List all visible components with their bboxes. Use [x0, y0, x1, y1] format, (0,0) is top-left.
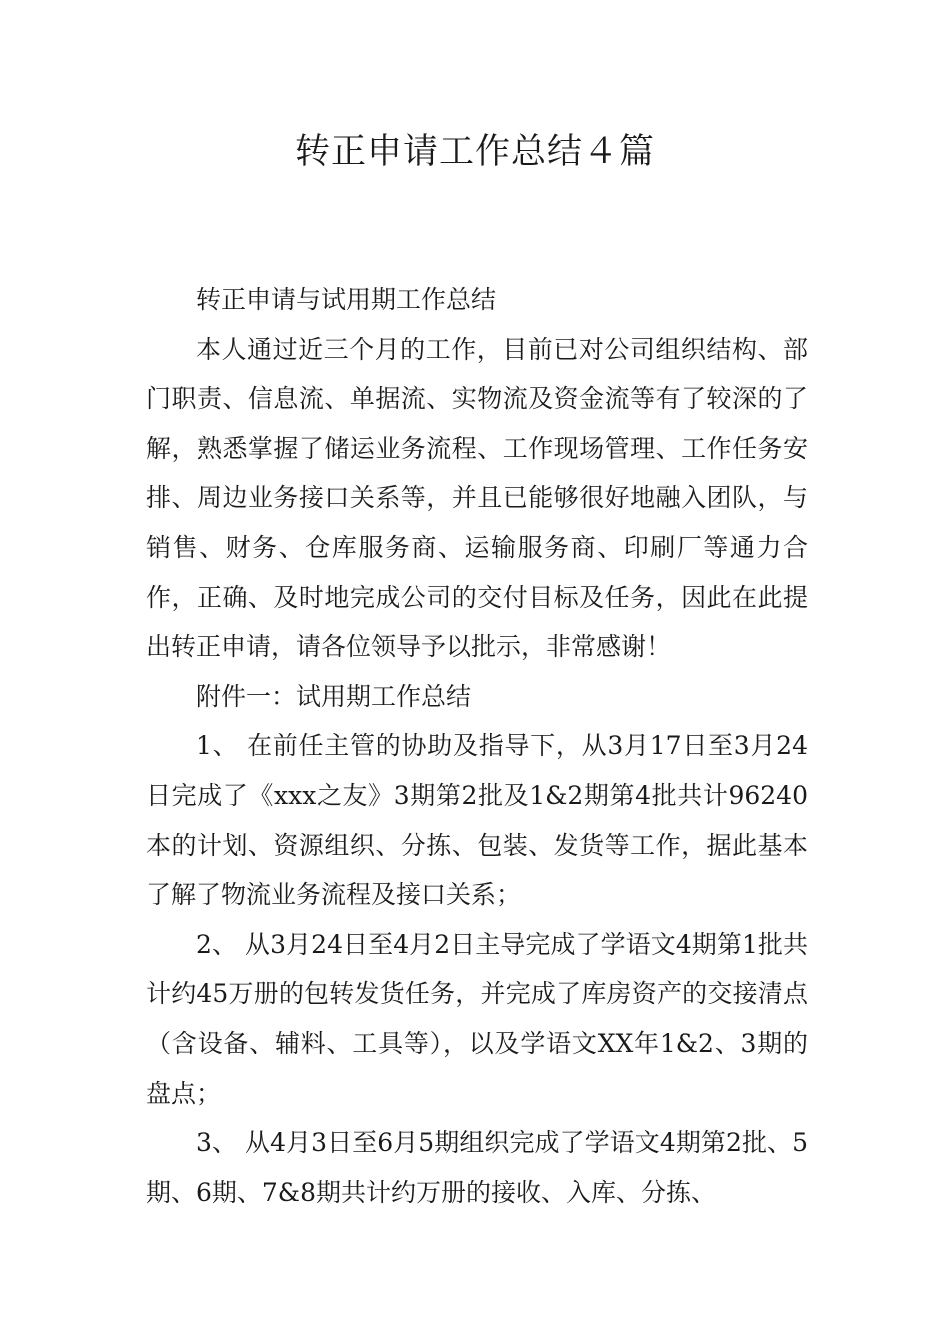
document-title: 转正申请工作总结４篇 — [294, 132, 655, 172]
document-body — [146, 275, 808, 1217]
list-item: 1、 在前任主管的协助及指导下，从3月17日至3月24日完成了《xxx之友》3期第2批及1&2期第4批共计96240本的计划、资源组织、分拣、包装、发货等工作，据此基本了解了物流业务流程及接口关系； — [146, 731, 808, 910]
list-item: 3、 从4月3日至6月5期组织完成了学语文4期第2批、5期、6期、7&8期共计约万册的接收、入库、分拣、 — [146, 1128, 808, 1207]
list-item: 2、 从3月24日至4月2日主导完成了学语文4期第1批共计约45万册的包转发货任务，并完成了库房资产的交接清点（含设备、辅料、工具等），以及学语文XX年1&2、3期的盘点； — [146, 929, 808, 1108]
attachment-heading: 附件一：试用期工作总结 — [196, 681, 472, 711]
section-heading: 转正申请与试用期工作总结 — [196, 285, 497, 314]
body-paragraph: 本人通过近三个月的工作，目前已对公司组织结构、部门职责、信息流、单据流、实物流及资金流等有了较深的了解，熟悉掌握了储运业务流程、工作现场管理、工作任务安排、周边业务接口关系等，并且已能够很好地融入团队，与销售、财务、仓库服务商、运输服务商、印刷厂等通力合作，正确、及时地完成公司的交付目标及任务，因此在此提出转正申请，请各位领导予以批示，非常感谢！ — [146, 334, 808, 662]
